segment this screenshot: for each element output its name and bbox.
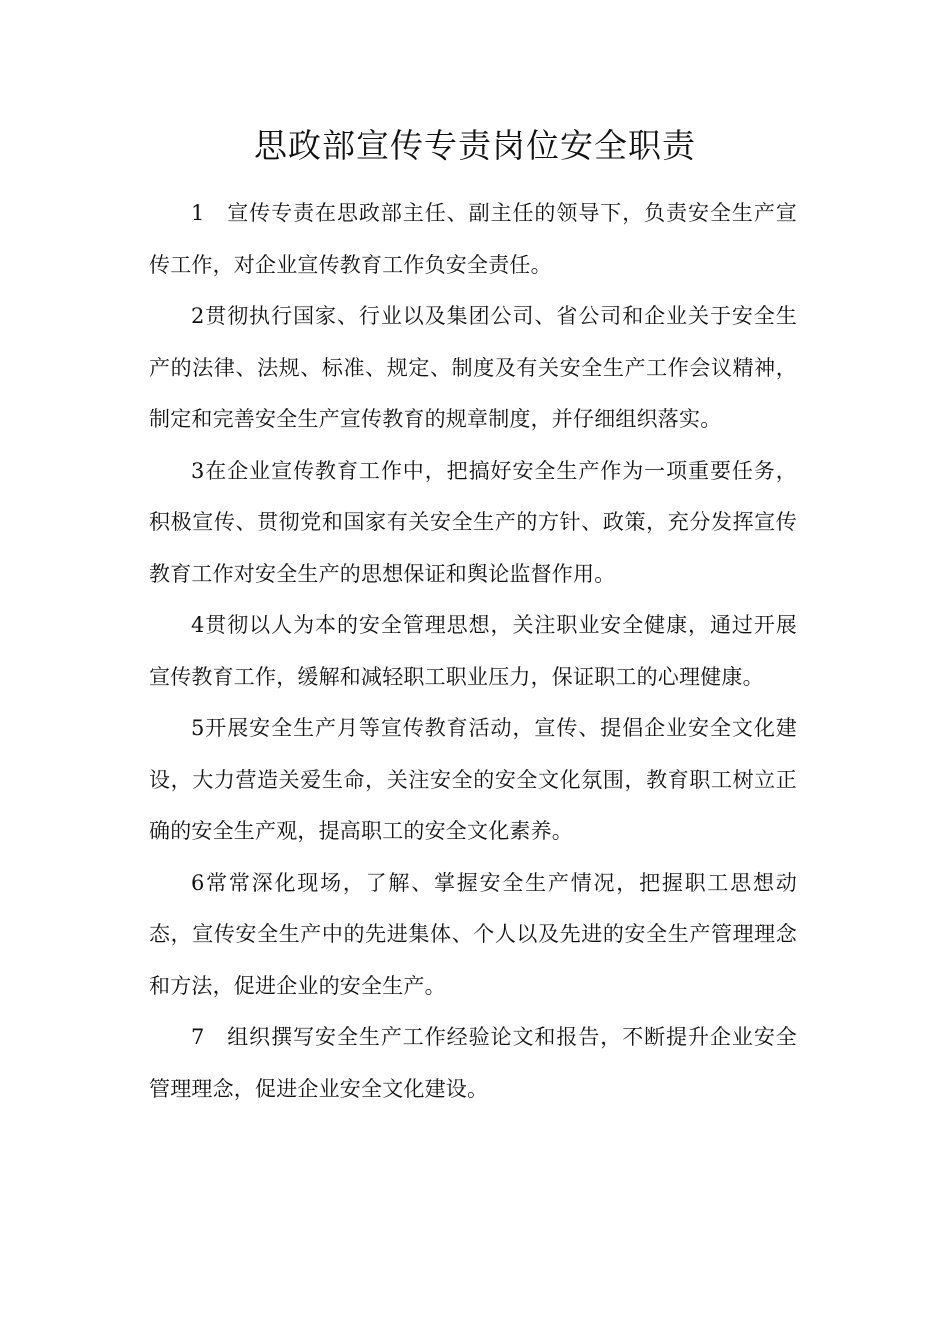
paragraph-3: 3在企业宣传教育工作中，把搞好安全生产作为一项重要任务，积极宣传、贯彻党和国家有关安全生产的方针、政策，充分发挥宣传教育工作对安全生产的思想保证和舆论监督作用。	[149, 458, 797, 586]
paragraph-4: 4贯彻以人为本的安全管理思想，关注职业安全健康，通过开展宣传教育工作，缓解和减轻职工职业压力，保证职工的心理健康。	[149, 613, 797, 689]
paragraph-5: 5开展安全生产月等宣传教育活动，宣传、提倡企业安全文化建设，大力营造关爱生命，关注安全的安全文化氛围，教育职工树立正确的安全生产观，提高职工的安全文化素养。	[149, 716, 797, 843]
paragraph-2: 2贯彻执行国家、行业以及集团公司、省公司和企业关于安全生产的法律、法规、标准、规定、制度及有关安全生产工作会议精神，制定和完善安全生产宣传教育的规章制度，并仔细组织落实。	[149, 304, 797, 431]
paragraph-6: 6常常深化现场，了解、掌握安全生产情况，把握职工思想动态，宣传安全生产中的先进集体、个人以及先进的安全生产管理理念和方法，促进企业的安全生产。	[149, 870, 797, 998]
page-title: 思政部宣传专责岗位安全职责	[254, 126, 696, 165]
document-body	[149, 188, 797, 1115]
paragraph-1: 1 宣传专责在思政部主任、副主任的领导下，负责安全生产宣传工作，对企业宣传教育工作负安全责任。	[149, 201, 797, 277]
paragraph-7: 7 组织撰写安全生产工作经验论文和报告，不断提升企业安全管理理念，促进企业安全文化建设。	[149, 1025, 797, 1101]
